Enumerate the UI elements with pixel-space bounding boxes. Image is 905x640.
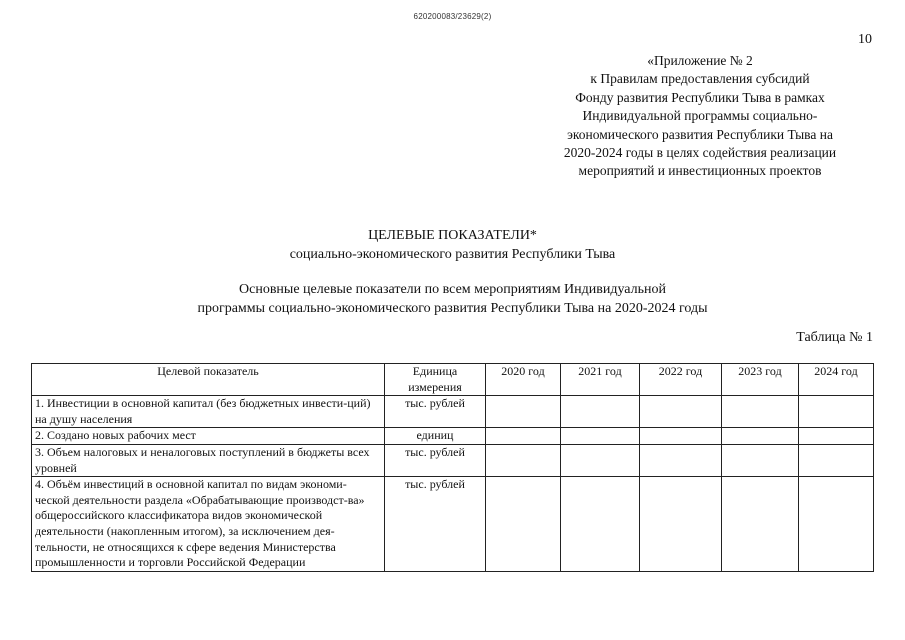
value-cell xyxy=(561,444,640,476)
value-cell xyxy=(561,477,640,572)
title-sub: социально-экономического развития Республики Тыва xyxy=(289,247,616,262)
value-cell xyxy=(640,428,722,445)
appendix-line: «Приложение № 2 xyxy=(647,53,753,68)
value-cell xyxy=(486,396,561,428)
value-cell xyxy=(486,428,561,445)
value-cell xyxy=(561,396,640,428)
value-cell xyxy=(722,477,799,572)
target-indicators-table xyxy=(31,363,874,572)
value-cell xyxy=(561,428,640,445)
value-cell xyxy=(640,477,722,572)
subtitle-line: программы социально-экономического развития Республики Тыва на 2020-2024 годы xyxy=(197,301,708,316)
appendix-line: Фонду развития Республики Тыва в рамках xyxy=(575,89,825,105)
document-subtitle xyxy=(0,280,905,318)
title-main: ЦЕЛЕВЫЕ ПОКАЗАТЕЛИ* xyxy=(368,228,537,243)
indicator-cell: 4. Объём инвестиций в основной капитал по видам экономи-ческой деятельности раздела «Обрабатывающие производст-ва» общероссийского классификатора видов экономической деятельности (накопленным итогом), за исключением дея-тельности, не относящихся к сфере ведения Министерства промышленности и торговли Российской Федерации xyxy=(32,477,385,572)
table-row xyxy=(32,396,874,428)
indicator-cell: 3. Объем налоговых и неналоговых поступлений в бюджеты всех уровней xyxy=(32,444,385,476)
table-header-row xyxy=(32,364,874,396)
indicator-cell: 2. Создано новых рабочих мест xyxy=(32,428,385,445)
unit-cell: тыс. рублей xyxy=(385,444,486,476)
unit-cell: тыс. рублей xyxy=(385,477,486,572)
unit-cell: тыс. рублей xyxy=(385,396,486,428)
value-cell xyxy=(799,477,874,572)
value-cell xyxy=(722,444,799,476)
table-row xyxy=(32,444,874,476)
header-unit: Единица измерения xyxy=(385,364,486,396)
appendix-line: к Правилам предоставления субсидий xyxy=(590,71,810,87)
document-title xyxy=(0,226,905,264)
appendix-line: 2020-2024 годы в целях содействия реализации xyxy=(563,145,837,161)
value-cell xyxy=(722,396,799,428)
document-id: 620200083/23629(2) xyxy=(413,12,492,21)
subtitle-line: Основные целевые показатели по всем мероприятиям Индивидуальной xyxy=(239,282,666,297)
value-cell xyxy=(722,428,799,445)
value-cell xyxy=(486,477,561,572)
appendix-line: Индивидуальной программы социально- xyxy=(582,108,818,124)
value-cell xyxy=(486,444,561,476)
table-row xyxy=(32,428,874,445)
value-cell xyxy=(640,444,722,476)
appendix-line: мероприятий и инвестиционных проектов xyxy=(578,163,822,179)
value-cell xyxy=(799,396,874,428)
page-number: 10 xyxy=(858,32,872,47)
indicator-cell: 1. Инвестиции в основной капитал (без бюджетных инвести-ций) на душу населения xyxy=(32,396,385,428)
unit-cell: единиц xyxy=(385,428,486,445)
appendix-line: экономического развития Республики Тыва на xyxy=(567,126,833,142)
header-year: 2023 год xyxy=(722,364,799,396)
value-cell xyxy=(799,444,874,476)
value-cell xyxy=(640,396,722,428)
header-indicator: Целевой показатель xyxy=(32,364,385,396)
header-year: 2022 год xyxy=(640,364,722,396)
header-year: 2024 год xyxy=(799,364,874,396)
header-year: 2020 год xyxy=(486,364,561,396)
appendix-header xyxy=(540,52,860,181)
value-cell xyxy=(799,428,874,445)
header-year: 2021 год xyxy=(561,364,640,396)
table-row xyxy=(32,477,874,572)
table-label: Таблица № 1 xyxy=(796,330,873,345)
